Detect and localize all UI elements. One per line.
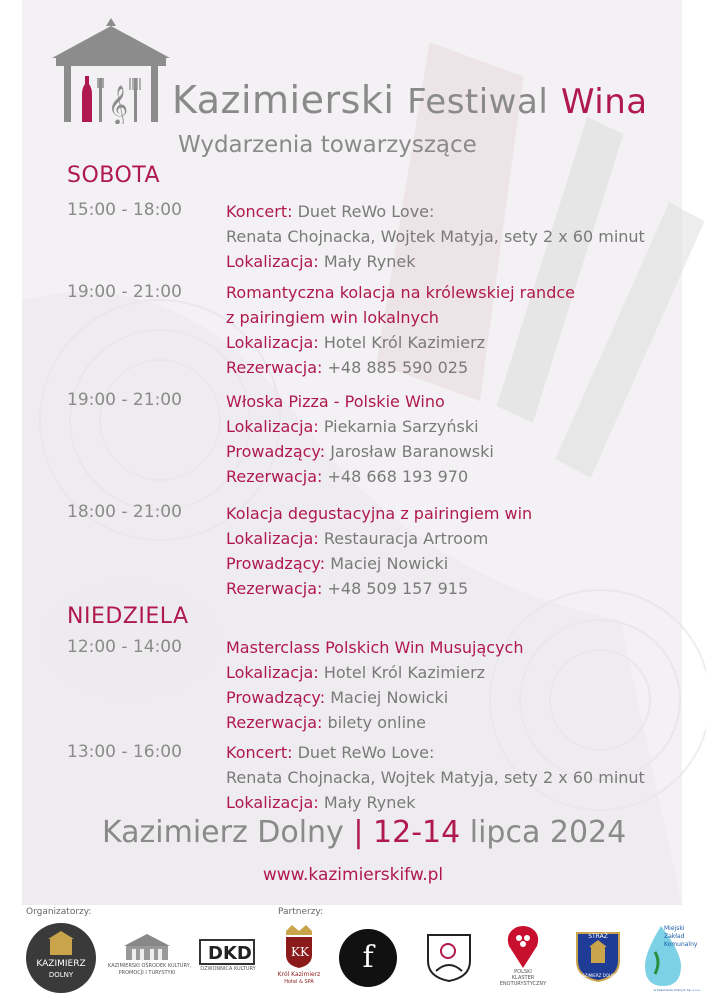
footer-place-dates: [102, 815, 626, 850]
partners-label: Partnerzy:: [278, 907, 324, 917]
event-label: Prowadzący:: [226, 442, 326, 461]
title-festival: Festiwal: [407, 82, 549, 122]
svg-text:DKD: DKD: [208, 943, 252, 964]
event-line: [226, 283, 575, 302]
event-line: [226, 202, 434, 221]
event-text: Renata Chojnacka, Wojtek Matyja, sety 2 x 60 minut: [226, 768, 645, 787]
event-text: Duet ReWo Love:: [292, 202, 435, 221]
event-time: 12:00 - 14:00: [67, 637, 182, 657]
event-label: Rezerwacja:: [226, 358, 323, 377]
event-line: [226, 467, 468, 486]
event-line: [226, 663, 485, 682]
event-label: Lokalizacja:: [226, 252, 319, 271]
mzk-line4: w Kazimierzu Dolnym Sp. z o.o.: [653, 988, 701, 992]
festival-title: [172, 78, 648, 122]
event-label: z pairingiem win lokalnych: [226, 308, 439, 327]
event-text: +48 885 590 025: [322, 358, 469, 377]
kazimierz-dolny-logo: [26, 923, 96, 993]
kazimierz-logo-top: KAZIMIERZ: [36, 959, 86, 969]
event-label: Rezerwacja:: [226, 467, 323, 486]
event-line: [226, 308, 439, 327]
event-text: Maciej Nowicki: [325, 554, 449, 573]
event-text: +48 509 157 915: [322, 579, 469, 598]
footer-dates: 12-14: [373, 815, 461, 850]
mzk-line2: Zakład: [664, 933, 685, 940]
mzk-line3: Komunalny: [664, 941, 698, 948]
event-line: [226, 442, 494, 461]
event-text: Mały Rynek: [318, 252, 416, 271]
event-label: Lokalizacja:: [226, 793, 319, 812]
kok-logo-line2: PROMOCJI I TURYSTYKI: [118, 970, 176, 976]
event-line: [226, 713, 426, 732]
event-text: Piekarnia Sarzyński: [318, 417, 479, 436]
dzwonnica-kultury-label: DZWONNICA KULTURY: [200, 966, 256, 972]
event-line: [226, 688, 448, 707]
event-label: Prowadzący:: [226, 688, 326, 707]
subtitle: Wydarzenia towarzyszące: [178, 132, 477, 158]
dzwonnica-kultury-icon: [198, 938, 256, 966]
event-label: Kolacja degustacyjna z pairingiem win: [226, 504, 533, 523]
website-link[interactable]: www.kazimierskifw.pl: [262, 865, 444, 885]
event-line: [226, 252, 416, 271]
festival-logo-pavilion: [52, 16, 170, 124]
event-text: Duet ReWo Love:: [292, 743, 435, 762]
event-time: 15:00 - 18:00: [67, 200, 182, 220]
event-line: [226, 227, 645, 246]
event-line: [226, 793, 416, 812]
event-label: Lokalizacja:: [226, 663, 319, 682]
event-text: Maciej Nowicki: [325, 688, 449, 707]
event-text: Renata Chojnacka, Wojtek Matyja, sety 2 x 60 minut: [226, 227, 645, 246]
krol-kazimierz-crest-icon: [282, 923, 316, 969]
krol-kazimierz-sub: Hotel & SPA: [284, 979, 314, 985]
event-line: [226, 529, 488, 548]
event-line: [226, 504, 532, 523]
event-line: [226, 743, 434, 762]
event-line: [226, 392, 445, 411]
event-label: Lokalizacja:: [226, 529, 319, 548]
event-label: Koncert:: [226, 743, 293, 762]
klaster-line3: ENOTURYSTYCZNY: [499, 981, 547, 987]
town-hall-icon: [26, 923, 96, 993]
event-text: Hotel Król Kazimierz: [318, 663, 486, 682]
title-wina: Wina: [560, 82, 648, 122]
event-text: Restauracja Artroom: [318, 529, 489, 548]
svg-text:KK: KK: [291, 945, 309, 959]
event-label: Masterclass Polskich Win Musujących: [226, 638, 524, 657]
krol-kazimierz-name: Król Kazimierz: [277, 971, 321, 978]
kok-building-icon: [118, 930, 176, 962]
event-line: [226, 638, 524, 657]
event-line: [226, 768, 645, 787]
event-time: 19:00 - 21:00: [67, 390, 182, 410]
event-label: Prowadzący:: [226, 554, 326, 573]
event-time: 19:00 - 21:00: [67, 282, 182, 302]
grape-map-pin-icon: [503, 924, 543, 968]
event-text: Mały Rynek: [318, 793, 416, 812]
event-text: Hotel Król Kazimierz: [318, 333, 486, 352]
mzk-line1: Miejski: [664, 925, 685, 932]
event-text: bilety online: [322, 713, 426, 732]
event-time: 13:00 - 16:00: [67, 742, 182, 762]
footer-month-year: lipca 2024: [469, 815, 627, 850]
event-time: 18:00 - 21:00: [67, 502, 182, 522]
event-line: [226, 579, 468, 598]
title-kazimierski: Kazimierski: [172, 78, 395, 122]
partner-shield-icon: [424, 931, 474, 983]
event-label: Koncert:: [226, 202, 293, 221]
footer-place: Kazimierz Dolny: [102, 815, 344, 850]
svg-text:𝄞: 𝄞: [108, 85, 129, 124]
event-text: Jarosław Baranowski: [325, 442, 494, 461]
kazimierz-logo-bottom: DOLNY: [48, 971, 74, 979]
straz-top: STRAŻ: [588, 933, 608, 940]
organizers-label: Organizatorzy:: [26, 907, 92, 917]
klaster-line2: KLASTER: [511, 975, 535, 981]
day-heading-saturday: SOBOTA: [67, 163, 161, 188]
event-label: Rezerwacja:: [226, 579, 323, 598]
event-line: [226, 358, 468, 377]
footer-separator: |: [353, 815, 364, 850]
day-heading-sunday: NIEDZIELA: [67, 604, 189, 629]
event-line: [226, 417, 479, 436]
event-label: Lokalizacja:: [226, 417, 319, 436]
event-label: Romantyczna kolacja na królewskiej randce: [226, 283, 575, 302]
event-label: Włoska Pizza - Polskie Wino: [226, 392, 445, 411]
event-label: Lokalizacja:: [226, 333, 319, 352]
partner-f-logo: f: [339, 929, 397, 987]
kok-logo-line1: KAZIMIERSKI OŚRODEK KULTURY,: [108, 963, 192, 969]
klaster-line1: POLSKI: [514, 969, 532, 975]
event-line: [226, 333, 485, 352]
event-label: Rezerwacja:: [226, 713, 323, 732]
event-text: +48 668 193 970: [322, 467, 469, 486]
straz-bottom: KAZIMIERZ DOLNY: [579, 973, 617, 978]
event-line: [226, 554, 448, 573]
